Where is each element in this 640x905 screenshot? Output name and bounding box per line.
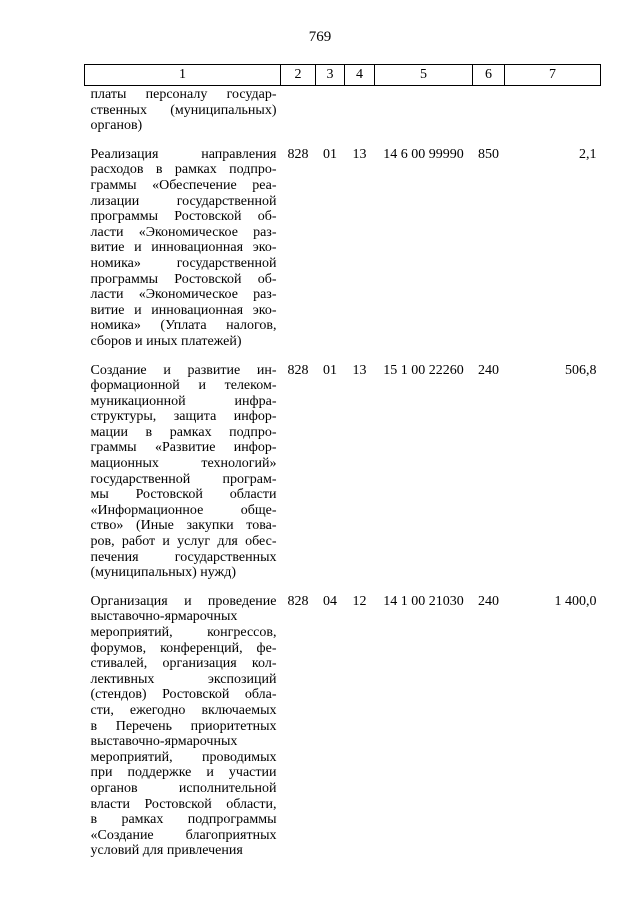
description-line: лективных экспозиций bbox=[90, 671, 277, 687]
description-line: сборов и иных платежей) bbox=[90, 333, 242, 349]
description-line: (стендов) Ростовской обла- bbox=[90, 687, 277, 703]
description-line: структуры, защита инфор- bbox=[90, 409, 277, 425]
amount: 2,1 bbox=[579, 146, 597, 162]
subsection-code: 13 bbox=[352, 362, 367, 378]
header-row bbox=[85, 65, 601, 86]
target-article-code: 14 1 00 21030 bbox=[383, 593, 464, 609]
section-code: 04 bbox=[323, 593, 337, 609]
description-line: ласти «Экономическое раз- bbox=[90, 287, 277, 303]
header-col-6: 6 bbox=[473, 65, 505, 86]
description-line: витие и инновационная эко- bbox=[90, 302, 277, 318]
description-line: в рамках подпрограммы bbox=[90, 812, 277, 828]
amount: 506,8 bbox=[565, 362, 597, 378]
description-line: выставочно-ярмарочных bbox=[90, 734, 238, 750]
ministry-code: 828 bbox=[287, 362, 309, 378]
expense-type-code: 850 bbox=[478, 146, 499, 162]
header-col-7: 7 bbox=[505, 65, 601, 86]
description-line: (муниципальных) нужд) bbox=[90, 565, 237, 581]
description-line: ров, работ и услуг для обес- bbox=[90, 534, 277, 550]
ministry-code: 828 bbox=[287, 146, 309, 162]
table-header bbox=[85, 65, 601, 86]
header-col-3: 3 bbox=[316, 65, 345, 86]
table-row bbox=[85, 581, 601, 859]
description-line: Создание и развитие ин- bbox=[90, 362, 277, 378]
description-line: платы персоналу государ- bbox=[90, 87, 277, 102]
description-line: мы Ростовской области bbox=[90, 487, 277, 503]
section-code bbox=[316, 86, 345, 134]
description-line: ство» (Иные закупки това- bbox=[90, 518, 277, 534]
description-line: государственной програм- bbox=[90, 471, 277, 487]
row-description bbox=[85, 581, 281, 859]
ministry-code: 828 bbox=[287, 593, 309, 609]
description-line: программы Ростовской об- bbox=[90, 271, 277, 287]
subsection-code: 13 bbox=[352, 146, 367, 162]
description-line: мероприятий, проводимых bbox=[90, 749, 277, 765]
ministry-code bbox=[281, 86, 316, 134]
description-line: «Информационное обще- bbox=[90, 502, 277, 518]
description-line: стивалей, организация кол- bbox=[90, 656, 277, 672]
expense-type-code bbox=[473, 86, 505, 134]
table-row bbox=[85, 350, 601, 581]
description-line: форумов, конференций, фе- bbox=[90, 640, 277, 656]
section-code: 01 bbox=[323, 362, 337, 378]
row-description bbox=[85, 86, 281, 134]
table-body bbox=[85, 86, 601, 859]
description-line: мации в рамках подпро- bbox=[90, 424, 277, 440]
expense-type-code: 240 bbox=[478, 362, 499, 378]
description-line: мероприятий, конгрессов, bbox=[90, 625, 277, 640]
description-line: лизации государственной bbox=[90, 193, 277, 209]
section-code: 01 bbox=[323, 146, 337, 162]
budget-table bbox=[84, 64, 601, 859]
description-line: органов исполнительной bbox=[90, 780, 277, 796]
description-line: формационной и телеком- bbox=[90, 378, 277, 394]
table-row bbox=[85, 86, 601, 134]
header-col-5: 5 bbox=[375, 65, 473, 86]
description-line: номика» (Уплата налогов, bbox=[90, 318, 277, 334]
subsection-code bbox=[345, 86, 375, 134]
header-col-2: 2 bbox=[281, 65, 316, 86]
description-line: органов) bbox=[90, 118, 143, 134]
description-line: условий для привлечения bbox=[90, 843, 243, 859]
description-line: в Перечень приоритетных bbox=[90, 718, 277, 734]
description-line: муникационной инфра- bbox=[90, 393, 277, 409]
description-line: ственных (муниципальных) bbox=[90, 102, 277, 118]
description-line: при поддержке и участии bbox=[90, 765, 277, 781]
description-line: номика» государственной bbox=[90, 255, 277, 271]
description-line: ласти «Экономическое раз- bbox=[90, 224, 277, 240]
description-line: граммы «Развитие инфор- bbox=[90, 440, 277, 456]
description-line: Реализация направления bbox=[90, 146, 277, 162]
expense-type-code: 240 bbox=[478, 593, 499, 609]
description-line: программы Ростовской об- bbox=[90, 209, 277, 225]
row-description bbox=[85, 134, 281, 350]
header-col-4: 4 bbox=[345, 65, 375, 86]
target-article-code: 14 6 00 99990 bbox=[383, 146, 464, 162]
target-article-code bbox=[375, 86, 473, 134]
description-line: печения государственных bbox=[90, 549, 277, 565]
page-number: 769 bbox=[308, 29, 332, 45]
description-line: выставочно-ярмарочных bbox=[90, 609, 238, 625]
description-line: граммы «Обеспечение реа- bbox=[90, 177, 277, 193]
description-line: витие и инновационная эко- bbox=[90, 240, 277, 256]
description-line: мационных технологий» bbox=[90, 456, 277, 472]
header-col-1: 1 bbox=[85, 65, 281, 86]
amount bbox=[505, 86, 601, 134]
subsection-code: 12 bbox=[352, 593, 367, 609]
description-line: «Создание благоприятных bbox=[90, 827, 277, 843]
target-article-code: 15 1 00 22260 bbox=[383, 362, 464, 378]
description-line: власти Ростовской области, bbox=[90, 796, 277, 812]
row-description bbox=[85, 350, 281, 581]
description-line: расходов в рамках подпро- bbox=[90, 162, 277, 178]
table-row bbox=[85, 134, 601, 350]
description-line: сти, ежегодно включаемых bbox=[90, 702, 277, 718]
description-line: Организация и проведение bbox=[90, 593, 277, 609]
amount: 1 400,0 bbox=[554, 593, 597, 609]
